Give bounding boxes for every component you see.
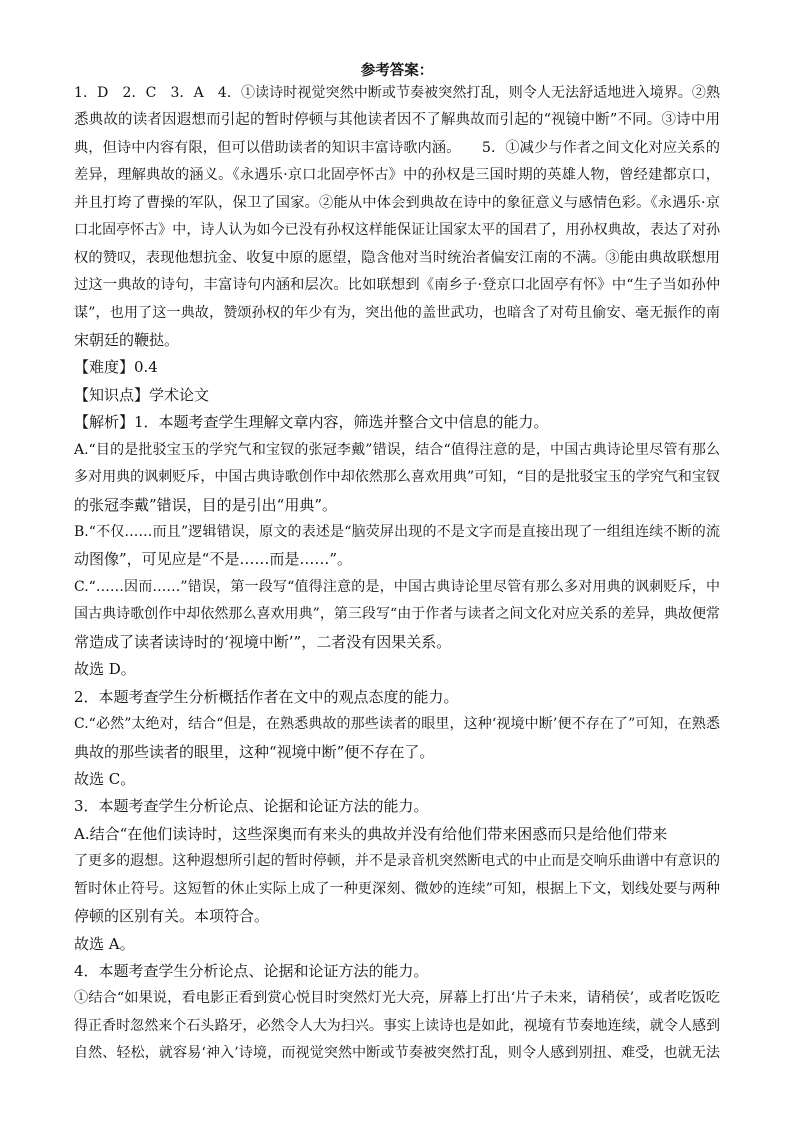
text-line: 3．本题考查学生分析论点、论据和论证方法的能力。: [74, 797, 429, 816]
difficulty-line: 【难度】0.4: [74, 358, 158, 377]
text-line: B.“不仅……而且”逻辑错误，原文的表述是“脑荧屏出现的不是文字而是直接出现了一组组连续不断的流: [74, 524, 720, 540]
text-line: C.“……因而……”错误，第一段写“值得注意的是，中国古典诗论里尽管有那么多对用典的讽刺贬斥，中: [74, 578, 720, 595]
text-line: 动图像”，可见应是“不是……而是……”。: [74, 550, 353, 569]
text-line: 权的赞叹，表现他想抗金、收复中原的愿望，隐含他对当时统治者偏安江南的不满。③能由典故联想用: [74, 249, 720, 266]
answer-choice-line: 故选 A。: [74, 934, 135, 953]
text-line: 常造成了读者读诗时的‘视境中断’”，二者没有因果关系。: [74, 632, 452, 651]
text-line: A.结合“在他们读诗时，这些深奥而有来头的典故并没有给他们带来困惑而只是给他们带来: [74, 824, 668, 843]
text-line: 的张冠李戴”错误，目的是引出“用典”。: [74, 495, 338, 514]
answer-choice-line: 故选 C。: [74, 769, 136, 788]
text-line: 并且打垮了曹操的军队，保卫了国家。②能从中体会到典故在诗中的象征意义与感情色彩。《永遇乐·京: [74, 194, 720, 211]
text-line: 差异，理解典故的涵义。《永遇乐·京口北固亭怀古》中的孙权是三国时期的英雄人物，曾经建都京口，: [74, 167, 720, 184]
text-line: 得正香时忽然来个石头路牙，必然令人大为扫兴。事实上读诗也是如此，视境有节奏地连续，就令人感到: [74, 1017, 720, 1034]
answer-choice-line: 故选 D。: [74, 660, 136, 679]
text-line: 了更多的遐想。这种遐想所引起的暂时停顿，并不是录音机突然断电式的中止而是交响乐曲谱中有意识的: [74, 853, 720, 870]
text-line: 过这一典故的诗句，丰富诗句内涵和层次。比如联想到《南乡子·登京口北固亭有怀》中“生子当如孙仲: [74, 277, 720, 294]
text-line: 悉典故的读者因遐想而引起的暂时停顿与其他读者因不了解典故而引起的“视镜中断”不同。③诗中用: [74, 112, 720, 129]
text-line: 2．本题考查学生分析概括作者在文中的观点态度的能力。: [74, 687, 459, 706]
text-line: 自然、轻松，就容易‘神入’诗境，而视觉突然中断或节奏被突然打乱，则令人感到别扭、难受，也就无法: [74, 1045, 720, 1062]
page-title: 参考答案：: [360, 62, 434, 79]
text-line: ①结合“如果说，看电影正看到赏心悦目时突然灯光大亮，屏幕上打出‘片子未来，请稍侯’，或者吃饭吃: [74, 990, 720, 1007]
text-line: 典，但诗中内容有限，但可以借助读者的知识丰富诗歌内涵。 5．①减少与作者之间文化对应关系的: [74, 139, 720, 156]
text-line: 谋”，也用了这一典故，赞颂孙权的年少有为，突出他的盖世武功，也暗含了对苟且偷安、毫无振作的南: [74, 304, 720, 321]
text-line: 口北固亭怀古》中，诗人认为如今已没有孙权这样能保证让国家太平的国君了，用孙权典故，表达了对孙: [74, 222, 720, 239]
text-line: 1．D 2．C 3．A 4．①读诗时视觉突然中断或节奏被突然打乱，则令人无法舒适地进入境界。②熟: [74, 85, 720, 101]
answer-body: [74, 80, 720, 1068]
text-line: A.“目的是批驳宝玉的学究气和宝钗的张冠李戴”错误，结合“值得注意的是，中国古典诗论里尽管有那么: [74, 441, 720, 458]
text-line: 暂时休止符号。这短暂的休止实际上成了一种更深刻、微妙的连续”可知，根据上下文，划线处要与两种: [74, 880, 720, 897]
text-line: 4．本题考查学生分析论点、论据和论证方法的能力。: [74, 962, 429, 980]
text-line: C.“必然”太绝对，结合“但是，在熟悉典故的那些读者的眼里，这种‘视境中断’便不存在了”可知，在熟悉: [74, 716, 720, 733]
analysis-heading-line: 【解析】1．本题考查学生理解文章内容，筛选并整合文中信息的能力。: [74, 413, 549, 432]
knowledge-point-line: 【知识点】学术论文: [74, 385, 210, 404]
text-line: 国古典诗歌创作中却依然那么喜欢用典”，第三段写“由于作者与读者之间文化对应关系的差异，典故便常: [74, 606, 720, 623]
text-line: 典故的那些读者的眼里，这种“视境中断”便不存在了。: [74, 742, 435, 761]
text-line: 宋朝廷的鞭挞。: [74, 330, 180, 349]
text-line: 停顿的区别有关。本项符合。: [74, 907, 270, 926]
text-line: 多对用典的讽刺贬斥，中国古典诗歌创作中却依然那么喜欢用典”可知，“目的是批驳宝玉的学究气和宝钗: [74, 469, 720, 486]
